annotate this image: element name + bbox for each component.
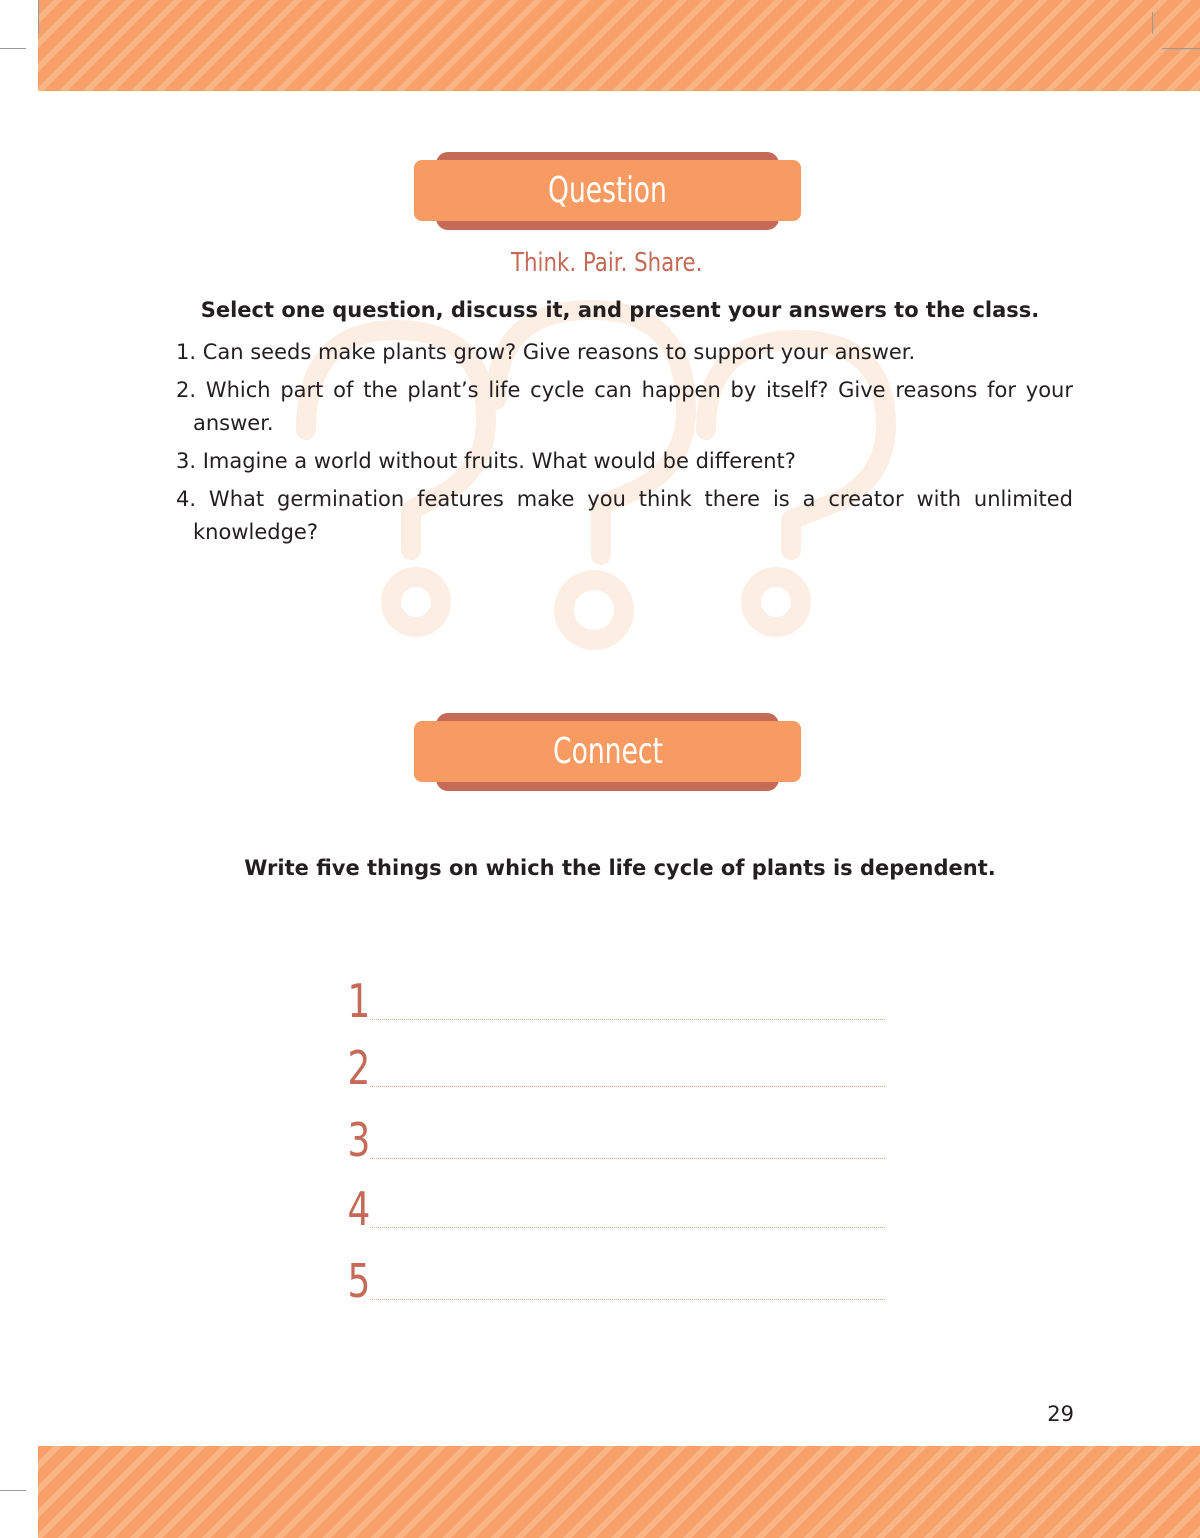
answer-line-5[interactable]	[340, 1240, 885, 1308]
dotted-line	[370, 1158, 885, 1159]
heading-label-box	[414, 721, 801, 782]
list-item	[176, 374, 1073, 440]
question-2-text: 2. Which part of the plant’s life cycle can happen by itself? Give reasons for your	[176, 378, 1073, 402]
answer-number: 5	[347, 1254, 370, 1308]
connect-heading	[414, 713, 801, 791]
crop-mark	[38, 0, 39, 34]
list-item	[176, 483, 1073, 549]
top-striped-band	[38, 0, 1200, 91]
crop-mark	[0, 48, 26, 49]
answer-number: 4	[347, 1182, 370, 1236]
crop-mark	[1152, 12, 1153, 34]
question-4-text: 4. What germination features make you think there is a creator with unlimited	[176, 487, 1073, 511]
answer-line-3[interactable]	[340, 1099, 885, 1167]
subheading-text: Think. Pair. Share.	[511, 248, 703, 278]
question-list	[176, 336, 1073, 554]
list-item	[176, 445, 1073, 478]
connect-instruction: Write five things on which the life cycle of plants is dependent.	[244, 856, 996, 880]
question-instruction: Select one question, discuss it, and present your answers to the class.	[200, 298, 1040, 322]
answer-line-2[interactable]	[340, 1027, 885, 1095]
dotted-line	[370, 1227, 885, 1228]
crop-mark	[1162, 48, 1200, 49]
answer-line-1[interactable]	[340, 960, 885, 1028]
dotted-line	[370, 1299, 885, 1300]
answer-number: 3	[347, 1113, 370, 1167]
question-subheading	[0, 248, 1200, 278]
question-heading-text: Question	[548, 170, 667, 211]
connect-heading-text: Connect	[552, 731, 663, 772]
answer-number: 1	[347, 974, 370, 1028]
answer-number: 2	[347, 1041, 370, 1095]
question-2-continuation: answer.	[193, 411, 274, 435]
question-4-continuation: knowledge?	[193, 520, 318, 544]
bottom-striped-band	[38, 1446, 1200, 1538]
page-number: 29	[1047, 1402, 1074, 1426]
heading-label-box	[414, 160, 801, 221]
list-item	[176, 336, 1073, 369]
question-heading	[414, 152, 801, 230]
question-1-text: 1. Can seeds make plants grow? Give reasons to support your answer.	[176, 340, 916, 364]
answer-line-4[interactable]	[340, 1168, 885, 1236]
question-3-text: 3. Imagine a world without fruits. What would be different?	[176, 449, 796, 473]
crop-mark	[0, 1490, 26, 1491]
dotted-line	[370, 1019, 885, 1020]
dotted-line	[370, 1086, 885, 1087]
